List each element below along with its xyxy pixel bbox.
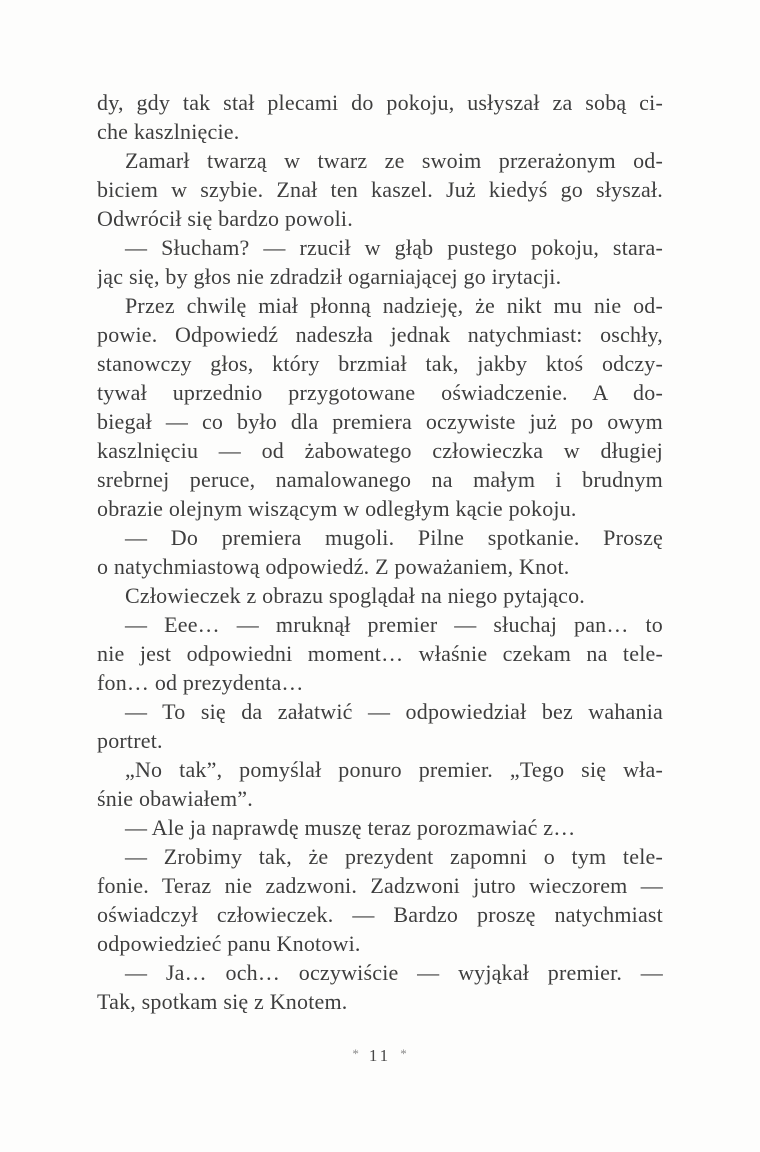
text-line: — Do premiera mugoli. Pilne spotkanie. Proszę — [125, 525, 663, 550]
text-line: — Ale ja naprawdę muszę teraz porozmawiać z… — [125, 815, 576, 840]
text-line: che kaszlnięcie. — [97, 119, 240, 144]
text-line: tywał uprzednio przygotowane oświadczenie. A do- — [97, 380, 663, 405]
text-line: — Eee… — mruknął premier — słuchaj pan… to — [125, 612, 663, 637]
page-number: 11 — [368, 1046, 392, 1065]
paragraph — [97, 842, 663, 958]
paragraph — [97, 813, 663, 842]
text-line: obrazie olejnym wiszącym w odległym kącie pokoju. — [97, 496, 577, 521]
text-line: Odwrócił się bardzo powoli. — [97, 206, 353, 231]
page-footer — [97, 1046, 663, 1066]
text-line: portret. — [97, 728, 163, 753]
page-text — [97, 88, 663, 1016]
text-line: kaszlnięciu — od żabowatego człowieczka w długiej — [97, 438, 663, 463]
text-line: Zamarł twarzą w twarz ze swoim przerażonym od- — [125, 148, 663, 173]
paragraph — [97, 958, 663, 1016]
paragraph — [97, 88, 663, 146]
paragraph — [97, 233, 663, 291]
text-line: biegał — co było dla premiera oczywiste już po owym — [97, 409, 663, 434]
text-line: — Ja… och… oczywiście — wyjąkał premier. — — [125, 960, 663, 985]
text-line: fonie. Teraz nie zadzwoni. Zadzwoni jutro wieczorem — — [97, 873, 663, 898]
text-line: Przez chwilę miał płonną nadzieję, że nikt mu nie od- — [125, 293, 663, 318]
paragraph — [97, 697, 663, 755]
text-line: — To się da załatwić — odpowiedział bez wahania — [125, 699, 663, 724]
text-line: odpowiedzieć panu Knotowi. — [97, 931, 361, 956]
text-line: — Zrobimy tak, że prezydent zapomni o tym tele- — [125, 844, 663, 869]
paragraph — [97, 755, 663, 813]
paragraph — [97, 523, 663, 581]
text-line: o natychmiastową odpowiedź. Z poważaniem, Knot. — [97, 554, 570, 579]
footer-ornament-right: * — [400, 1046, 408, 1061]
text-line: jąc się, by głos nie zdradził ogarniającej go irytacji. — [97, 264, 562, 289]
footer-ornament-left: * — [352, 1046, 360, 1061]
text-line: fon… od prezydenta… — [97, 670, 304, 695]
text-line: Człowieczek z obrazu spoglądał na niego pytająco. — [125, 583, 586, 608]
text-line: „No tak”, pomyślał ponuro premier. „Tego się wła- — [125, 757, 663, 782]
text-line: nie jest odpowiedni moment… właśnie czekam na tele- — [97, 641, 663, 666]
text-line: oświadczył człowieczek. — Bardzo proszę natychmiast — [97, 902, 663, 927]
paragraph — [97, 291, 663, 523]
text-line: Tak, spotkam się z Knotem. — [97, 989, 348, 1014]
text-line: — Słucham? — rzucił w głąb pustego pokoju, stara- — [125, 235, 663, 260]
text-line: powie. Odpowiedź nadeszła jednak natychmiast: oschły, — [97, 322, 663, 347]
text-line: śnie obawiałem”. — [97, 786, 253, 811]
text-line: dy, gdy tak stał plecami do pokoju, usłyszał za sobą ci- — [97, 90, 663, 115]
text-line: biciem w szybie. Znał ten kaszel. Już kiedyś go słyszał. — [97, 177, 663, 202]
text-line: srebrnej peruce, namalowanego na małym i brudnym — [97, 467, 663, 492]
paragraph — [97, 610, 663, 697]
paragraph — [97, 146, 663, 233]
paragraph — [97, 581, 663, 610]
text-line: stanowczy głos, który brzmiał tak, jakby ktoś odczy- — [97, 351, 663, 376]
